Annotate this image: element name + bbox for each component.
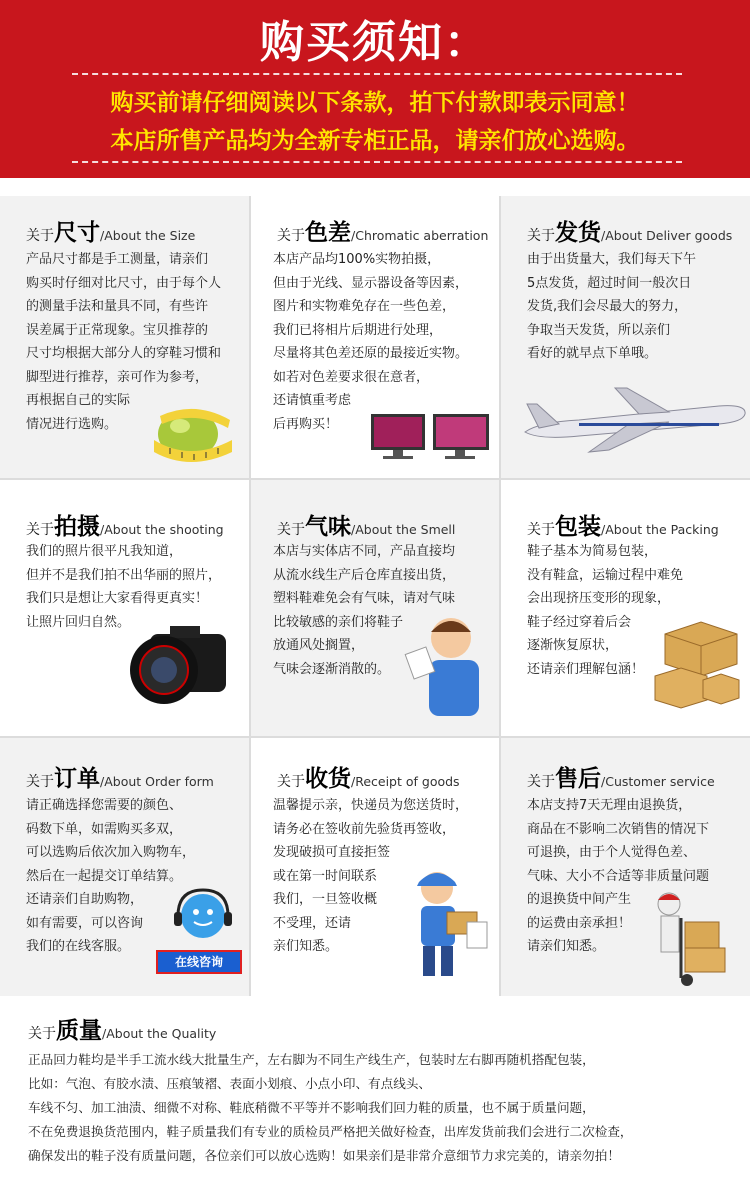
online-consult-button[interactable]: 在线咨询 xyxy=(156,950,242,974)
section-smell xyxy=(251,480,499,736)
section-body: 本店产品均100%实物拍摄， 但由于光线、显示器设备等因素， 图片和实物难免存在一些色差， 我们已将相片后期进行处理， 尽量将其色差还原的最接近实物。 如若对色差要求很在意者， 还请慎重考虑 后再购买！ xyxy=(273,252,469,432)
section-title: 关于收货/Receipt of goods xyxy=(277,766,460,792)
section-title: 关于气味/About the Smell xyxy=(277,514,456,540)
section-title: 关于发货/About Deliver goods xyxy=(527,220,733,246)
section-title: 关于包装/About the Packing xyxy=(527,514,719,540)
section-body: 本店与实体店不同，产品直接均 从流水线生产后仓库直接出货， 塑料鞋难免会有气味，请对气味 比较敏感的亲们将鞋子 放通风处搁置， 气味会逐渐消散的。 xyxy=(273,544,456,677)
section-body: 请正确选择您需要的颜色、 码数下单，如需购买多双， 可以选购后依次加入购物车， 然后在一起提交订单结算。 还请亲们自助购物， 如有需要，可以咨询 我们的在线客服。 xyxy=(26,798,196,954)
airplane-icon xyxy=(519,384,749,454)
section-deliver xyxy=(501,196,750,478)
boxes-icon xyxy=(651,614,741,710)
info-grid xyxy=(0,196,750,996)
page-title: 购买须知： xyxy=(260,17,490,68)
section-body: 我们的照片很平凡我知道， 但并不是我们拍不出华丽的照片， 我们只是想让大家看得更真实！ 让照片回归自然。 xyxy=(26,544,222,630)
section-chromatic xyxy=(251,196,499,478)
section-title: 关于订单/About Order form xyxy=(26,766,214,792)
section-size xyxy=(0,196,249,478)
camera-icon xyxy=(120,620,230,712)
section-shooting xyxy=(0,480,249,736)
apple-tape-measure-icon xyxy=(150,396,235,468)
section-title: 关于拍摄/About the shooting xyxy=(26,514,224,540)
section-body: 正品回力鞋均是半手工流水线大批量生产，左右脚为不同生产线生产，包装时左右脚再随机搭配包装， 比如：气泡、有胶水渍、压痕皱褶、表面小划痕、小点小印、有点线头、 车线不匀、加工油渍、细微不对称、鞋底稍微不平等并不影响我们回力鞋的质量，也不属于质量问题， 不在免费退换货范围内，鞋子质量我们有专业的质检员严格把关做好检查，出库发货前我们会进行二次检查， 确保发出的鞋子没有质量问题，各位亲们可以放心选购！如果亲们是非常介意细节力求完美的，请亲勿拍！ xyxy=(28,1052,633,1163)
delivery-man-icon xyxy=(401,868,496,983)
divider xyxy=(72,73,682,75)
notice-header xyxy=(0,0,750,178)
section-title: 关于色差/Chromatic aberration xyxy=(277,220,489,246)
section-body: 鞋子基本为简易包装， 没有鞋盒，运输过程中难免 会出现挤压变形的现象， 鞋子经过穿着后会 逐渐恢复原状， 还请亲们理解包涵！ xyxy=(527,544,684,677)
section-service xyxy=(501,738,750,996)
notice-line-1: 购买前请仔细阅读以下条款，拍下付款即表示同意！ xyxy=(110,90,640,116)
section-body: 本店支持7天无理由退换货， 商品在不影响二次销售的情况下 可退换，由于个人觉得色差、 气味、大小不合适等非质量问题 的退换货中间产生 的运费由亲承担！ 请亲们知悉。 xyxy=(527,798,710,954)
cart-delivery-icon xyxy=(651,888,743,988)
section-order xyxy=(0,738,249,996)
section-title: 关于质量/About the Quality xyxy=(28,1018,217,1044)
section-receipt xyxy=(251,738,499,996)
section-title: 关于售后/Customer service xyxy=(527,766,715,792)
section-body: 产品尺寸都是手工测量，请亲们 购买时仔细对比尺寸，由于每个人 的测量手法和量具不同，有些许 误差属于正常现象。宝贝推荐的 尺寸均根据大部分人的穿鞋习惯和 脚型进行推荐，亲可作为参考， 再根据自己的实际 情况进行选购。 xyxy=(26,252,222,432)
section-title: 关于尺寸/About the Size xyxy=(26,220,196,246)
section-packing xyxy=(501,480,750,736)
customer-service-avatar-icon xyxy=(168,888,238,948)
person-smelling-icon xyxy=(399,612,491,724)
monitors-icon xyxy=(369,410,494,462)
section-body: 由于出货量大，我们每天下午 5点发货，超过时间一般次日 发货,我们会尽最大的努力， 争取当天发货，所以亲们 看好的就早点下单哦。 xyxy=(527,252,697,361)
section-body: 温馨提示亲，快递员为您送货时， 请务必在签收前先验货再签收， 发现破损可直接拒签 或在第一时间联系 我们，一旦签收概 不受理，还请 亲们知悉。 xyxy=(273,798,469,954)
notice-line-2: 本店所售产品均为全新专柜正品，请亲们放心选购。 xyxy=(110,128,640,154)
divider xyxy=(72,161,682,163)
section-quality xyxy=(0,996,750,1179)
